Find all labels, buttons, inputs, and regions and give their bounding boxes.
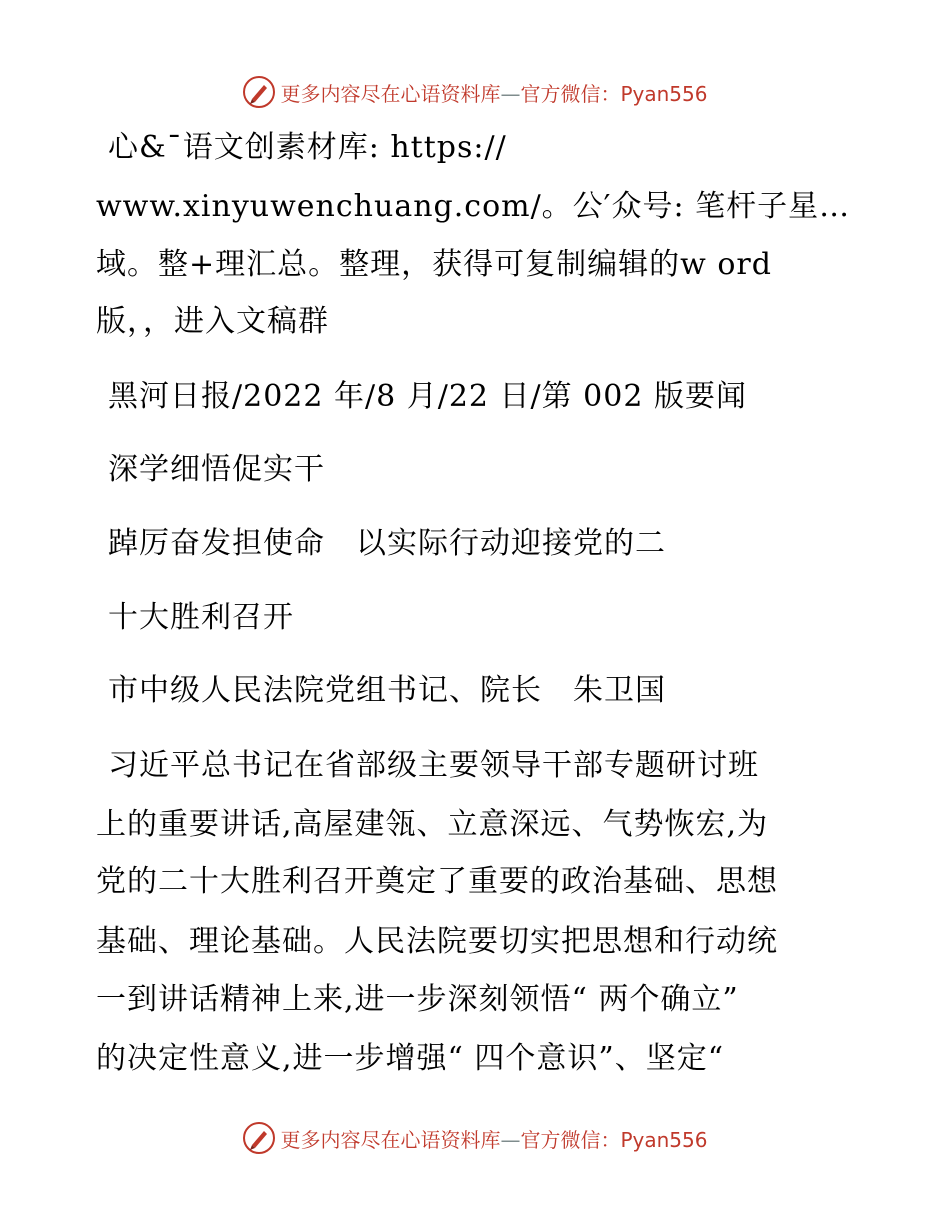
- fountain-pen-logo-icon: [242, 1121, 276, 1155]
- watermark-wechat-id: 官方微信：Pyan556: [520, 81, 708, 106]
- fountain-pen-logo-icon: [242, 75, 276, 109]
- article-title-line-1: 深学细悟促实干: [108, 452, 325, 487]
- watermark-main-text: 更多内容尽在心语资料库: [280, 81, 501, 106]
- body-line-3: 党的二十大胜利召开奠定了重要的政治基础、思想: [96, 864, 778, 899]
- watermark-separator: —: [500, 81, 521, 106]
- watermark-text: [280, 78, 707, 107]
- body-line-6: 的决定性意义,进一步增强“ 四个意识”、坚定“: [96, 1041, 725, 1076]
- watermark-separator: —: [500, 1127, 521, 1152]
- body-line-5: 一到讲话精神上来,进一步深刻领悟“ 两个确立”: [96, 982, 739, 1017]
- header-note-line-2: www.xinyuwenchuang.com/。公′众号: 笔杆子星…: [96, 189, 851, 224]
- body-line-4: 基础、理论基础。人民法院要切实把思想和行动统: [96, 924, 778, 959]
- header-note-line-1: 心&¯语文创素材库: https://: [108, 130, 507, 165]
- article-title-line-2: 踔厉奋发担使命 以实际行动迎接党的二: [108, 526, 666, 561]
- top-watermark-banner: [0, 72, 950, 112]
- article-author: 市中级人民法院党组书记、院长 朱卫国: [108, 673, 666, 708]
- body-line-1: 习近平总书记在省部级主要领导干部专题研讨班: [108, 748, 759, 783]
- watermark-text: [280, 1124, 707, 1153]
- header-note-line-4: 版，，进入文稿群: [96, 304, 329, 339]
- article-source: 黑河日报/2022 年/8 月/22 日/第 002 版要闻: [108, 379, 747, 414]
- article-title-line-3: 十大胜利召开: [108, 600, 294, 635]
- watermark-main-text: 更多内容尽在心语资料库: [280, 1127, 501, 1152]
- body-line-2: 上的重要讲话,高屋建瓴、立意深远、气势恢宏,为: [96, 807, 769, 842]
- watermark-wechat-id: 官方微信：Pyan556: [520, 1127, 708, 1152]
- header-note-line-3: 域。整+理汇总。整理，获得可复制编辑的w ord: [96, 247, 772, 282]
- bottom-watermark-banner: [0, 1118, 950, 1158]
